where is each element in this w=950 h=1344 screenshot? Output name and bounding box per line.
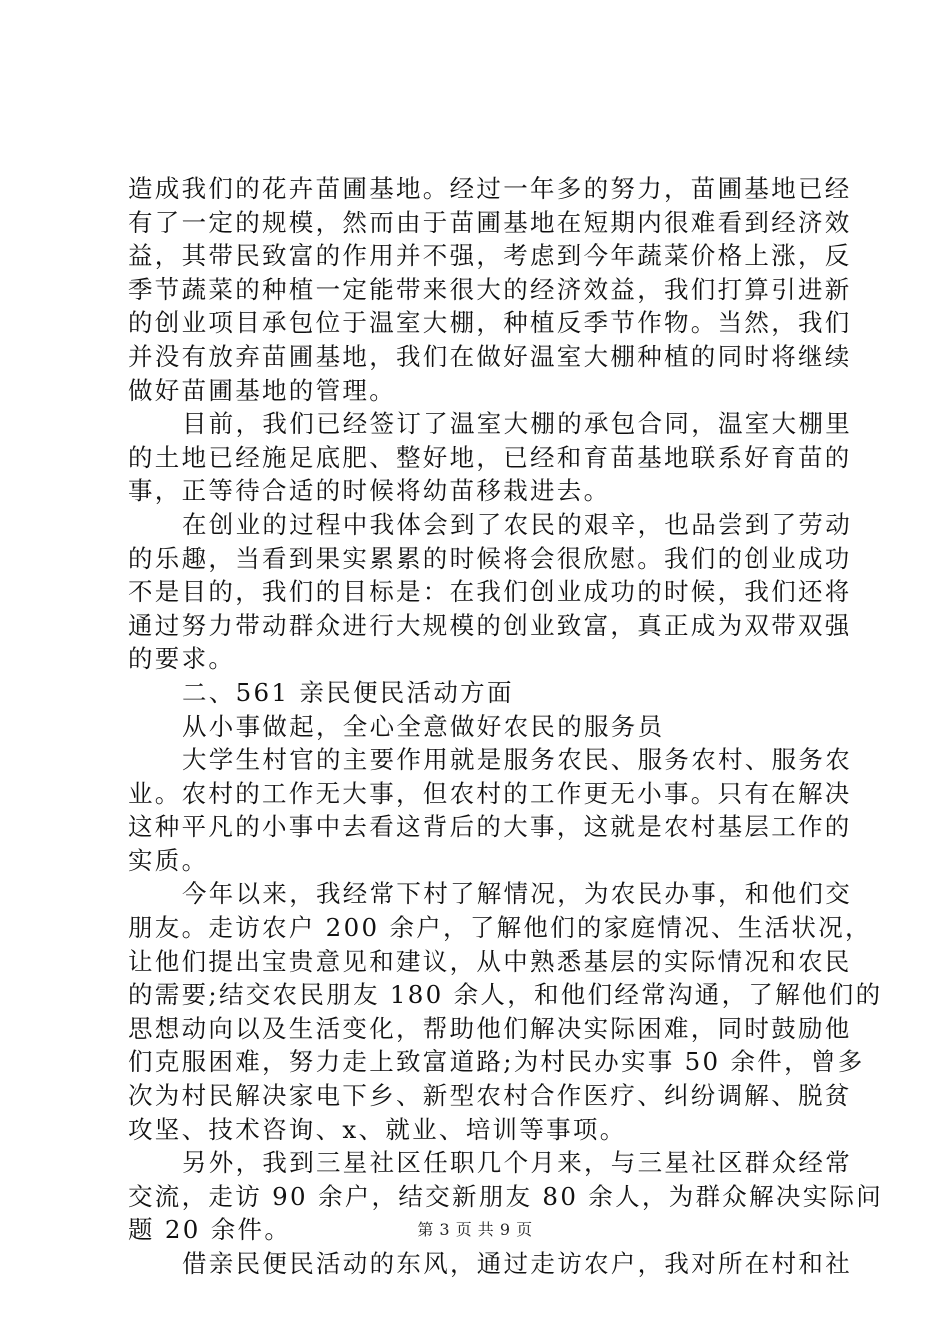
body-text-line: 朋友。走访农户 200 余户，了解他们的家庭情况、生活状况，	[128, 913, 872, 943]
body-text-line: 另外，我到三星社区任职几个月来，与三星社区群众经常	[182, 1148, 852, 1178]
body-text-line: 的需要;结交农民朋友 180 余人，和他们经常沟通，了解他们的	[128, 980, 883, 1010]
page-footer: 第 3 页 共 9 页	[417, 1220, 533, 1239]
body-text-line: 事，正等待合适的时候将幼苗移栽进去。	[128, 476, 611, 506]
body-text-line: 这种平凡的小事中去看这背后的大事，这就是农村基层工作的	[128, 812, 852, 842]
body-text-line: 题 20 余件。	[128, 1215, 292, 1245]
body-text-line: 借亲民便民活动的东风，通过走访农户，我对所在村和社	[182, 1249, 852, 1278]
body-text-line: 思想动向以及生活变化，帮助他们解决实际困难，同时鼓励他	[128, 1013, 852, 1043]
body-text-line: 在创业的过程中我体会到了农民的艰辛，也品尝到了劳动	[182, 509, 852, 539]
body-text-line: 做好苗圃基地的管理。	[128, 375, 396, 405]
body-text-line: 不是目的，我们的目标是：在我们创业成功的时候，我们还将	[128, 577, 852, 607]
body-text-line: 通过努力带动群众进行大规模的创业致富，真正成为双带双强	[128, 610, 852, 640]
body-text-line: 季节蔬菜的种植一定能带来很大的经济效益，我们打算引进新	[128, 274, 852, 304]
body-text-line: 造成我们的花卉苗圃基地。经过一年多的努力，苗圃基地已经	[128, 174, 852, 203]
body-text-line: 们克服困难，努力走上致富道路;为村民办实事 50 余件，曾多	[128, 1047, 865, 1077]
body-text-line: 实质。	[128, 845, 209, 875]
body-text-line: 的乐趣，当看到果实累累的时候将会很欣慰。我们的创业成功	[128, 543, 852, 573]
body-text-line: 益，其带民致富的作用并不强，考虑到今年蔬菜价格上涨，反	[128, 241, 852, 271]
body-text-line: 并没有放弃苗圃基地，我们在做好温室大棚种植的同时将继续	[128, 341, 852, 371]
body-text-line: 次为村民解决家电下乡、新型农村合作医疗、纠纷调解、脱贫	[128, 1081, 852, 1111]
body-text-line: 的土地已经施足底肥、整好地，已经和育苗基地联系好育苗的	[128, 442, 852, 472]
body-text-line: 的创业项目承包位于温室大棚，种植反季节作物。当然，我们	[128, 308, 852, 338]
document-body	[128, 172, 884, 1281]
body-text-line: 二、561 亲民便民活动方面	[182, 677, 514, 707]
body-text-line: 攻坚、技术咨询、x、就业、培训等事项。	[128, 1114, 627, 1144]
body-text-line: 交流，走访 90 余户，结交新朋友 80 余人，为群众解决实际问	[128, 1181, 884, 1211]
body-text-line: 的要求。	[128, 644, 236, 674]
body-text-line: 大学生村官的主要作用就是服务农民、服务农村、服务农	[182, 745, 852, 775]
body-text-line: 业。农村的工作无大事，但农村的工作更无小事。只有在解决	[128, 778, 852, 808]
body-text-line: 从小事做起，全心全意做好农民的服务员	[182, 711, 665, 741]
body-text-line: 让他们提出宝贵意见和建议，从中熟悉基层的实际情况和农民	[128, 946, 852, 976]
body-text-line: 有了一定的规模，然而由于苗圃基地在短期内很难看到经济效	[128, 207, 852, 237]
body-text-line: 今年以来，我经常下村了解情况，为农民办事，和他们交	[182, 879, 852, 909]
body-text-line: 目前，我们已经签订了温室大棚的承包合同，温室大棚里	[182, 409, 852, 439]
